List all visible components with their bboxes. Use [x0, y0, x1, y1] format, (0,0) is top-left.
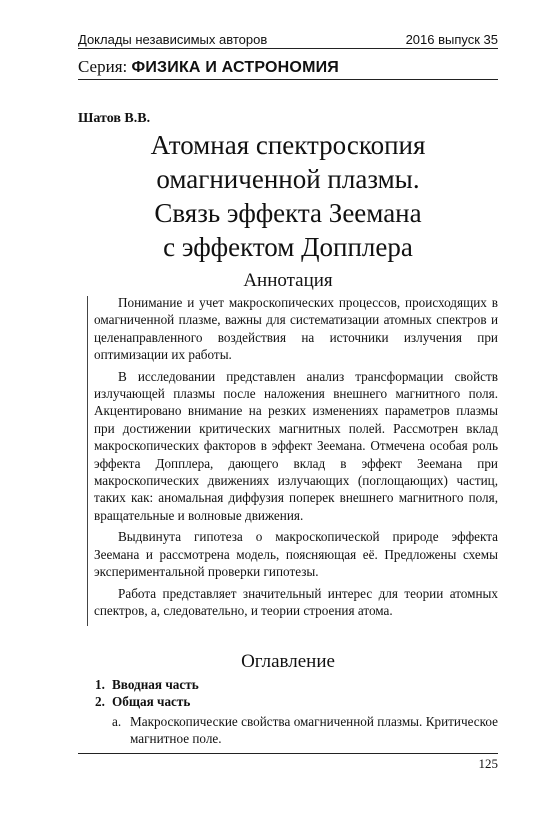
journal-name: Доклады независимых авторов	[78, 32, 268, 47]
title-line: Связь эффекта Зеемана	[154, 198, 422, 228]
title-line: с эффектом Допплера	[163, 232, 413, 262]
page-number: 125	[478, 756, 498, 771]
abstract-paragraph: Работа представляет значительный интерес для теории атомных спектров, а, следовательно, и теории строения атома.	[94, 585, 498, 618]
series-value: ФИЗИКА И АСТРОНОМИЯ	[131, 59, 339, 76]
title-line: Атомная спектроскопия	[150, 130, 426, 160]
toc-item-label: Общая часть	[112, 694, 191, 710]
abstract-body	[94, 294, 498, 623]
series-rule	[78, 79, 498, 80]
abstract-paragraph: Выдвинута гипотеза о макроскопической природе эффекта Зеемана и рассмотрена модель, поясняющая её. Предложены схемы экспериментальной проверки гипотезы.	[94, 529, 498, 580]
article-title	[78, 128, 498, 264]
abstract-heading: Аннотация	[243, 270, 333, 291]
header-rule	[78, 48, 498, 49]
toc-item-number: 2.	[95, 694, 105, 710]
toc-item	[95, 693, 498, 710]
toc-subitem	[95, 713, 498, 748]
series-line	[78, 56, 339, 79]
toc-subitem-number: a.	[112, 713, 122, 729]
toc-item	[95, 676, 498, 693]
title-line: омагниченной плазмы.	[156, 164, 420, 194]
series-label: Серия:	[78, 57, 132, 76]
toc-item-label: Вводная часть	[112, 677, 199, 692]
issue-label: 2016 выпуск 35	[405, 32, 498, 47]
toc-item-number: 1.	[95, 677, 105, 692]
abstract-paragraph: Понимание и учет макроскопических процессов, происходящих в омагниченной плазме, важны для систематизации атомных спектров и целенаправленного воздействия на источники излучения при оптимизации их работы.	[94, 295, 498, 363]
author: Шатов В.В.	[78, 111, 151, 126]
abstract-paragraph: В исследовании представлен анализ трансформации свойств излучающей плазмы после наложения внешнего магнитного поля. Акцентировано внимание на резких изменениях параметров плазмы при достижении критических магнитных полей. Рассмотрен вклад макроскопических факторов в эффект Зеемана. Отмечена особая роль эффекта Допплера, дающего вклад в эффект Зеемана при макроскопических движениях излучающих (поглощающих) частиц, таких как: аномальная диффузия поперек внешнего магнитного поля, вращательные и волновые движения.	[94, 368, 498, 523]
abstract-margin-bar	[87, 296, 88, 626]
toc-heading: Оглавление	[241, 651, 335, 672]
footer-rule	[78, 753, 498, 754]
running-header	[78, 31, 498, 49]
toc-subitem-label: Макроскопические свойства омагниченной плазмы. Критическое магнитное поле.	[130, 713, 498, 747]
table-of-contents	[95, 676, 498, 748]
